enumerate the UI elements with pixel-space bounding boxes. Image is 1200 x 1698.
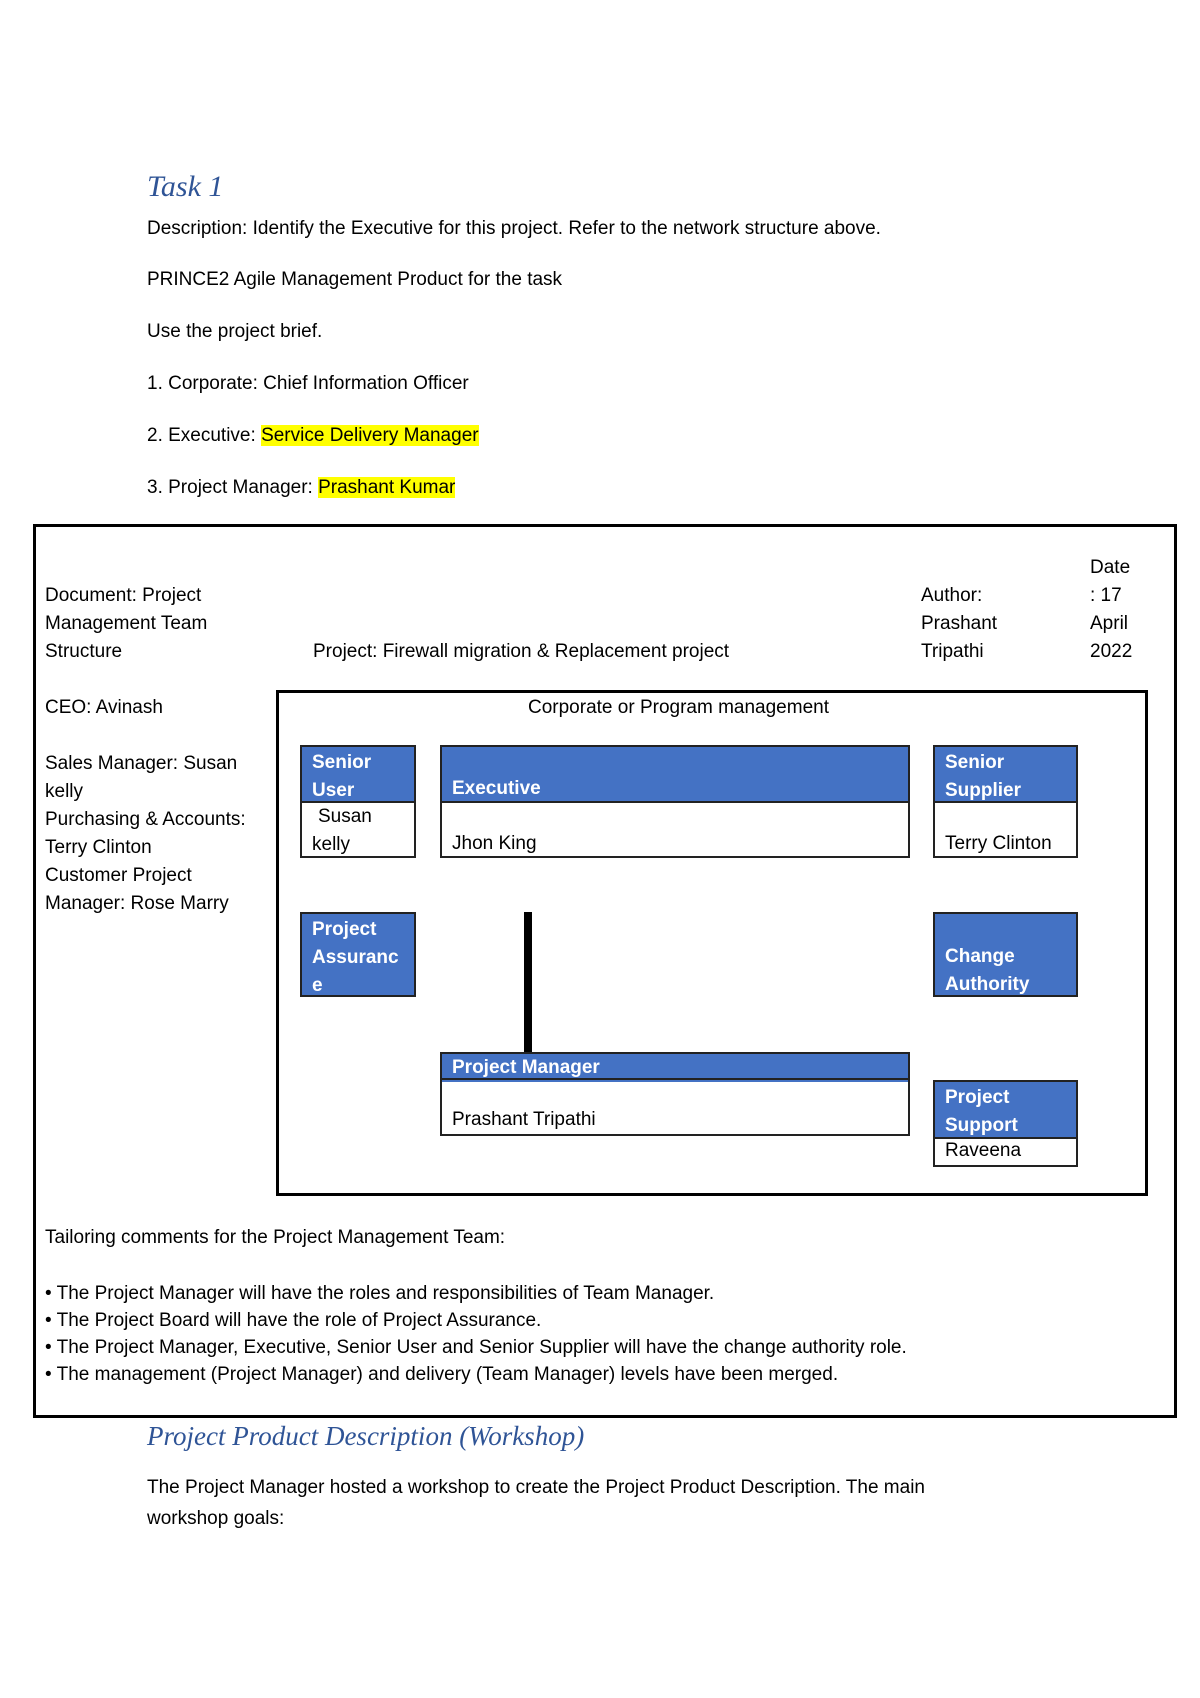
senior-user-name-2: kelly bbox=[312, 834, 351, 855]
use-line: Use the project brief. bbox=[147, 321, 323, 342]
author-line-2: Prashant bbox=[921, 613, 998, 634]
corporate-line bbox=[147, 372, 469, 396]
senior-supplier-box bbox=[933, 745, 1078, 858]
senior-user-name-1: Susan bbox=[318, 806, 372, 827]
senior-supplier-head-1: Senior bbox=[945, 752, 1005, 773]
date-line-3: April bbox=[1090, 613, 1129, 634]
sales-manager-name: kelly bbox=[45, 781, 84, 802]
executive-head: Executive bbox=[442, 747, 908, 803]
project-support-head bbox=[935, 1082, 1076, 1139]
workshop-body-line-2: workshop goals: bbox=[147, 1508, 285, 1529]
tailoring-bullet-2: • The Project Board will have the role of Project Assurance. bbox=[45, 1307, 907, 1334]
senior-user-box bbox=[300, 745, 416, 858]
project-manager-box bbox=[440, 1052, 910, 1136]
executive-prefix: 2. Executive: bbox=[147, 425, 262, 446]
project-assurance-line-3: e bbox=[312, 975, 323, 996]
senior-supplier-body: Terry Clinton bbox=[935, 801, 1076, 856]
project-label: Project: Firewall migration & Replacement project bbox=[313, 641, 730, 662]
tailoring-bullet-3: • The Project Manager, Executive, Senior User and Senior Supplier will have the change authority role. bbox=[45, 1334, 907, 1361]
customer-pm-name: Manager: Rose Marry bbox=[45, 893, 229, 914]
author-line-1: Author: bbox=[921, 585, 983, 606]
document-line-3: Structure bbox=[45, 641, 123, 662]
change-authority-box bbox=[933, 912, 1078, 997]
tailoring-title: Tailoring comments for the Project Management Team: bbox=[45, 1227, 506, 1248]
corporate-prefix: 1. Corporate: bbox=[147, 373, 264, 394]
document-label bbox=[45, 582, 285, 666]
executive-box bbox=[440, 745, 910, 858]
project-manager-value: Prashant Kumar bbox=[318, 477, 456, 498]
date-line-4: 2022 bbox=[1090, 641, 1133, 662]
executive-body: Jhon King bbox=[442, 801, 908, 856]
author-line-3: Tripathi bbox=[921, 641, 984, 662]
date-label bbox=[1090, 554, 1170, 666]
project-assurance-box bbox=[300, 912, 416, 997]
org-chart-title: Corporate or Program management bbox=[528, 697, 829, 718]
executive-value: Service Delivery Manager bbox=[261, 425, 479, 446]
purchasing-line: Purchasing & Accounts: bbox=[45, 809, 246, 830]
date-line-1: Date bbox=[1090, 557, 1131, 578]
tailoring-bullet-1: • The Project Manager will have the roles and responsibilities of Team Manager. bbox=[45, 1280, 907, 1307]
change-authority-line-2: Authority bbox=[945, 974, 1030, 995]
workshop-body-line-1: The Project Manager hosted a workshop to create the Project Product Description. The main bbox=[147, 1477, 925, 1498]
corporate-value: Chief Information Officer bbox=[263, 373, 469, 394]
ceo-line: CEO: Avinash bbox=[45, 697, 163, 718]
project-manager-prefix: 3. Project Manager: bbox=[147, 477, 319, 498]
spacer bbox=[45, 722, 265, 750]
project-assurance-line-1: Project bbox=[312, 919, 377, 940]
product-line: PRINCE2 Agile Management Product for the task bbox=[147, 269, 563, 290]
workshop-body bbox=[147, 1472, 925, 1534]
document-line-2: Management Team bbox=[45, 613, 208, 634]
executive-line bbox=[147, 424, 479, 448]
left-info bbox=[45, 694, 265, 918]
senior-user-head-2: User bbox=[312, 780, 355, 801]
customer-pm-line: Customer Project bbox=[45, 865, 192, 886]
purchasing-name: Terry Clinton bbox=[45, 837, 152, 858]
project-manager-body: Prashant Tripathi bbox=[442, 1078, 908, 1134]
tailoring-list bbox=[45, 1280, 907, 1388]
project-support-box bbox=[933, 1080, 1078, 1167]
senior-user-body bbox=[302, 801, 414, 856]
author-label bbox=[921, 582, 1061, 666]
senior-user-head bbox=[302, 747, 414, 803]
senior-user-head-1: Senior bbox=[312, 752, 372, 773]
senior-supplier-head bbox=[935, 747, 1076, 803]
tailoring-bullet-4: • The management (Project Manager) and delivery (Team Manager) levels have been merged. bbox=[45, 1361, 907, 1388]
date-line-2: : 17 bbox=[1090, 585, 1122, 606]
sales-manager-line: Sales Manager: Susan bbox=[45, 753, 238, 774]
change-authority-line-1: Change bbox=[945, 946, 1015, 967]
task-description: Description: Identify the Executive for this project. Refer to the network structure above. bbox=[147, 218, 881, 239]
project-support-head-1: Project bbox=[945, 1087, 1010, 1108]
senior-supplier-head-2: Supplier bbox=[945, 780, 1022, 801]
task-heading: Task 1 bbox=[147, 170, 224, 203]
project-assurance-line-2: Assuranc bbox=[312, 947, 399, 968]
document-line-1: Document: Project bbox=[45, 585, 202, 606]
project-manager-head: Project Manager bbox=[442, 1054, 908, 1082]
project-support-head-2: Support bbox=[945, 1115, 1018, 1136]
project-support-body: Raveena bbox=[935, 1137, 1076, 1165]
project-manager-line bbox=[147, 476, 455, 500]
workshop-heading: Project Product Description (Workshop) bbox=[147, 1421, 585, 1451]
